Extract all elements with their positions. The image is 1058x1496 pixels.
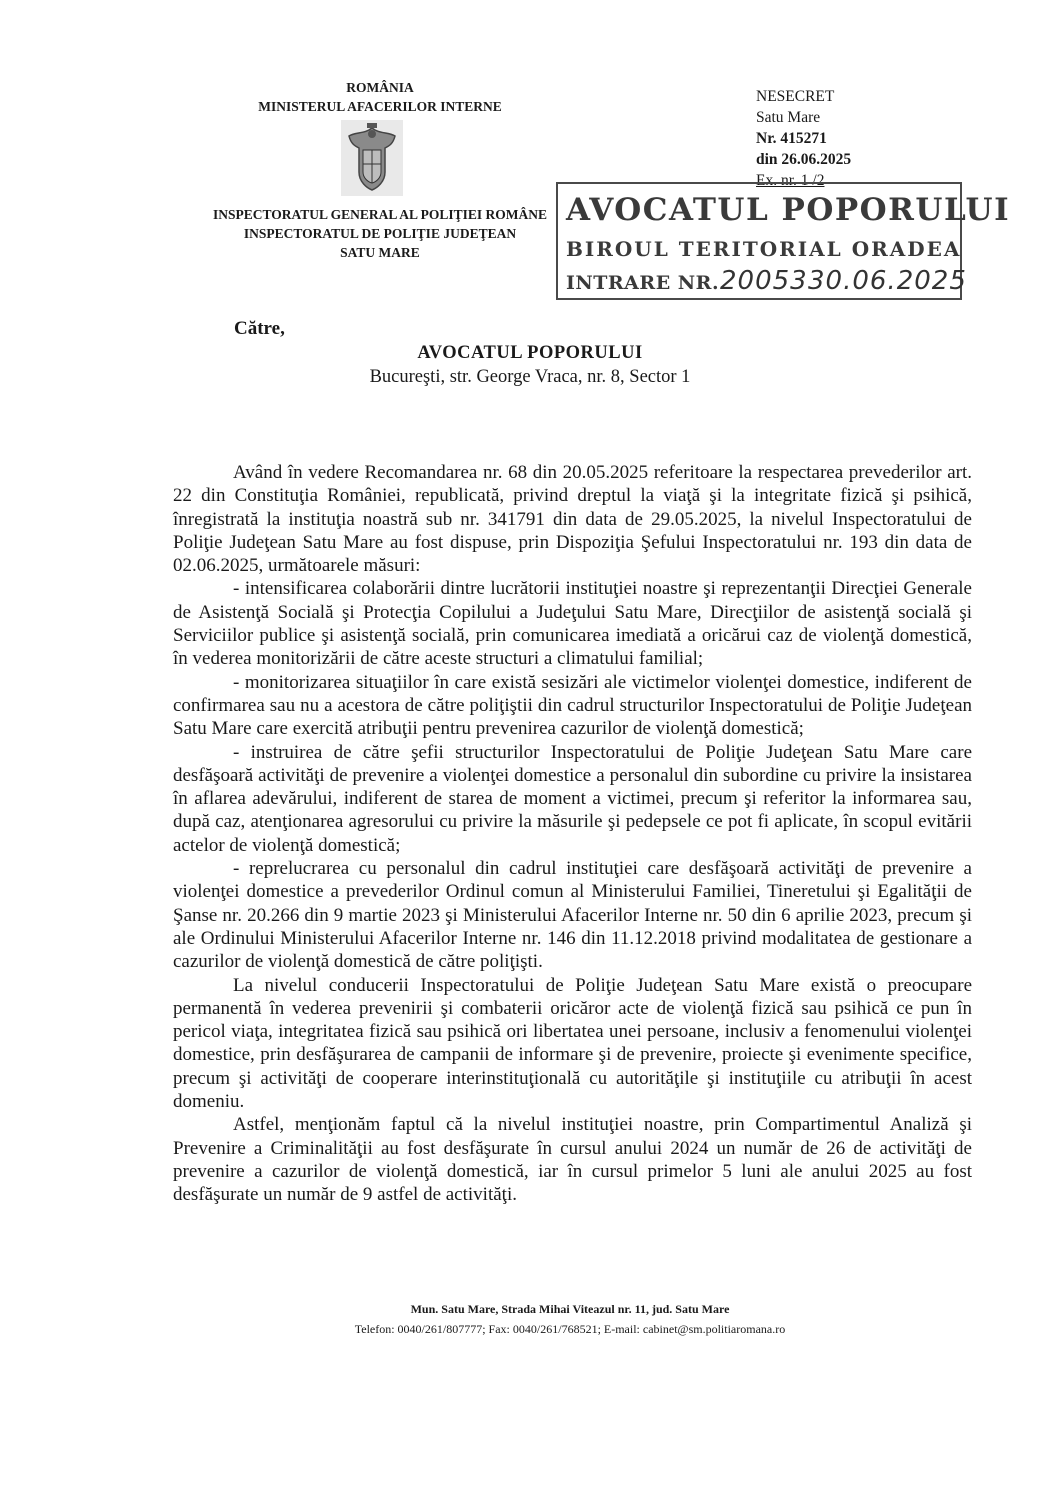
copy-number: Ex. nr. 1 /2 (756, 172, 825, 189)
page-footer (220, 1299, 920, 1339)
ministry-name: MINISTERUL AFACERILOR INTERNE (258, 99, 502, 114)
country-name: ROMÂNIA (346, 80, 414, 95)
recipient-block (320, 341, 740, 389)
registration-stamp (556, 182, 1011, 300)
body-paragraph: Astfel, menţionăm faptul că la nivelul instituţiei noastre, prin Compartimentul Analiză şi Prevenire a Criminalităţii au fost desfăşurate în cursul anului 2024 un număr de 26 de activităţi de prevenire a cazurilor de violenţă domestică, iar în cursul primelor 5 luni ale anului 2025 au fost desfăşurate un număr de 9 astfel de activităţi. (173, 1114, 972, 1206)
body-paragraph: La nivelul conducerii Inspectoratului de Poliţie Judeţean Satu Mare există o preocupare permanentă în vederea prevenirii şi combaterii oricăror acte de violenţă fizică sau psihică ce pun în pericol viaţa, integritatea fizică sau psihică ori libertatea unei persoane, inclusiv a fenomenului violenţei domestice, prin desfăşurarea de campanii de informare şi de prevenire, proiecte şi evenimente specifice, precum şi activităţi de cooperare interinstituţională cu autorităţile şi instituţiile cu atribuţii în acest domeniu. (173, 974, 972, 1113)
letter-body (173, 461, 972, 1207)
classification-place: Satu Mare (756, 109, 821, 126)
recipient-name: AVOCATUL POPORULUI (417, 343, 643, 363)
classification-block (756, 86, 851, 191)
stamp-line-2: BIROUL TERITORIAL ORADEA (566, 237, 962, 261)
letterhead-left (230, 78, 530, 116)
body-paragraph: - reprelucrarea cu personalul din cadrul instituţiei care desfăşoară activităţi de prevenire a violenţei domestice a prevederilor Ordinul comun al Ministerului Familiei, Tineretului şi Egalităţii de Şanse nr. 20.266 din 9 martie 2023 şi Ministerului Afacerilor Interne nr. 50 din 6 aprilie 2023, precum şi ale Ordinului Ministerului Afacerilor Interne nr. 146 din 11.12.2018 privind modalitatea de gestionare a cazurilor de violenţă domestică de către poliţişti. (173, 858, 972, 973)
coat-of-arms-icon (341, 120, 403, 196)
body-paragraph: - instruirea de către şefii structurilor Inspectoratului de Poliţie Judeţean Satu Mare care desfăşoară activităţi de prevenire a violenţei domestice a personalul din subordine cu privire la insistarea în aflarea adevărului, indiferent de starea de moment a victimei, precum şi referitor la informarea sau, după caz, atenţionarea agresorului cu privire la măsurile şi pedepsele ce pot fi aplicate, în scopul evitării actelor de violenţă domestică; (173, 741, 972, 856)
stamp-line-3: INTRARE NR. (566, 272, 720, 294)
stamp-handwritten-number: 20053 (720, 266, 808, 296)
salutation: Către, (234, 318, 285, 339)
stamp-line-1: AVOCATUL POPORULUI (566, 192, 1011, 228)
classification-label: NESECRET (756, 88, 835, 105)
footer-contact: Telefon: 0040/261/807777; Fax: 0040/261/768521; E-mail: cabinet@sm.politiaromana.ro (354, 1322, 786, 1336)
body-paragraph: - intensificarea colaborării dintre lucrătorii instituţiei noastre şi reprezentanţii Direcţiei Generale de Asistenţă Socială şi Protecţia Copilului a Judeţului Satu Mare, Direcţiilor de asistenţă socială şi Serviciilor publice şi asistenţă socială, prin comunicarea imediată a oricărui caz de violenţă domestică, în vederea monitorizării de către aceste structuri a climatului familial; (173, 578, 972, 670)
recipient-address: Bucureşti, str. George Vraca, nr. 8, Sector 1 (369, 367, 691, 387)
institution-line-2: INSPECTORATUL DE POLIŢIE JUDEŢEAN (243, 226, 517, 241)
footer-address: Mun. Satu Mare, Strada Mihai Viteazul nr. 11, jud. Satu Mare (410, 1302, 730, 1316)
letterhead-institution (195, 205, 565, 262)
body-paragraph: - monitorizarea situaţiilor în care există sesizări ale victimelor violenţei domestice, indiferent de confirmarea sau nu a acestora de către poliţiştii din cadrul structurilor Inspectoratului de Poliţie Judeţean Satu Mare care exercită atribuţii pentru prevenirea cazurilor de violenţă domestică; (173, 671, 972, 740)
registration-number: Nr. 415271 (756, 130, 827, 147)
institution-line-3: SATU MARE (340, 245, 420, 260)
registration-date: din 26.06.2025 (756, 151, 852, 168)
stamp-handwritten-date: 30.06.2025 (808, 266, 967, 296)
body-paragraph: Având în vedere Recomandarea nr. 68 din 20.05.2025 referitoare la respectarea prevederilor art. 22 din Constituţia României, republicată, privind dreptul la viaţă şi la integritate fizică şi psihică, înregistrată la instituţia noastră sub nr. 341791 din data de 29.05.2025, la nivelul Inspectoratului de Poliţie Judeţean Satu Mare au fost dispuse, prin Dispoziţia Şefului Inspectoratului nr. 193 din data de 02.06.2025, următoarele măsuri: (173, 462, 972, 577)
institution-line-1: INSPECTORATUL GENERAL AL POLIŢIEI ROMÂNE (212, 207, 548, 222)
